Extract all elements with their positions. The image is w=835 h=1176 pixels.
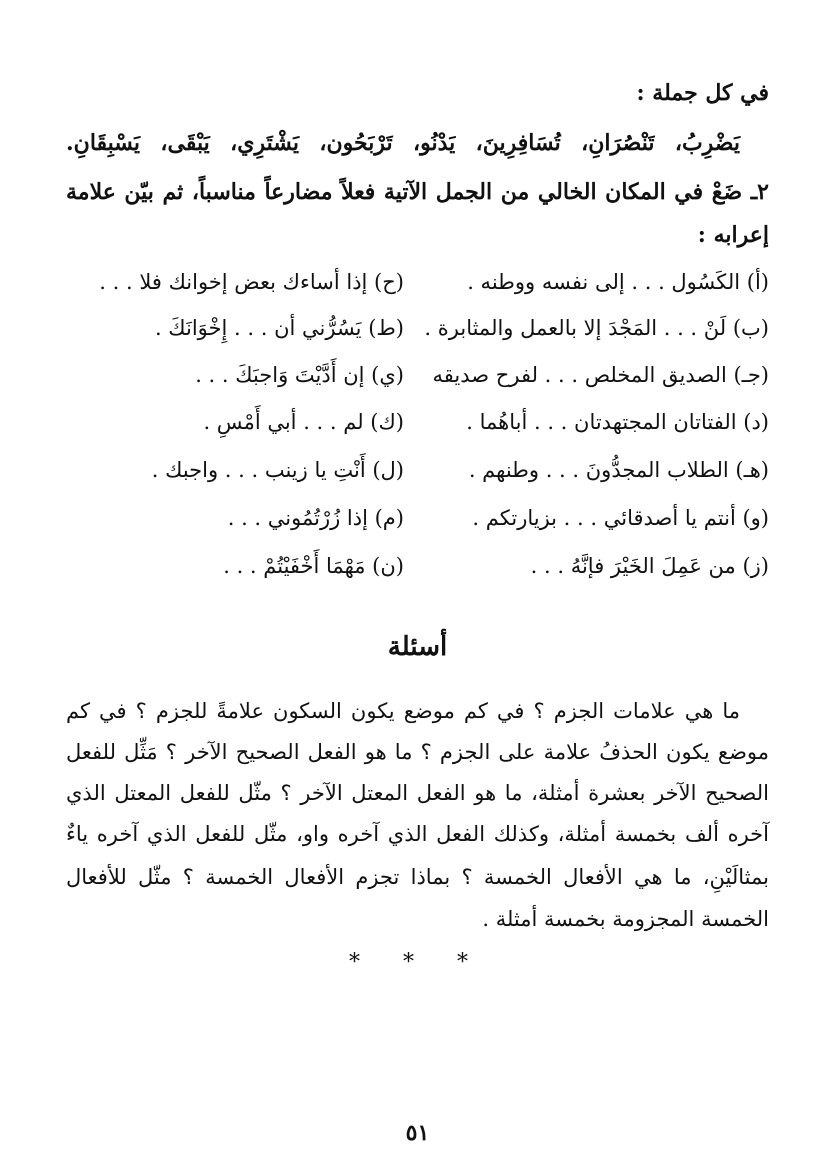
sentence-right: (هـ) الطلاب المجدُّونَ . . . وطنهم . xyxy=(468,458,769,482)
exercise-row xyxy=(66,309,769,347)
section-separator: * * * xyxy=(349,950,486,975)
questions-line: بمثالَيْنِ، ما هي الأفعال الخمسة ؟ بماذا تجزم الأفعال الخمسة ؟ مثّل للأفعال xyxy=(66,865,769,889)
sentence-right: (جـ) الصديق المخلص . . . لفرح صديقه xyxy=(432,363,769,387)
exercise-row xyxy=(66,547,769,585)
questions-line: الخمسة المجزومة بخمسة أمثلة . xyxy=(482,907,769,931)
questions-line: آخره ألف بخمسة أمثلة، وكذلك الفعل الذي آخره واو، مثّل للفعل الذي آخره ياءٌ xyxy=(66,822,769,846)
intro-line: في كل جملة : xyxy=(636,80,769,106)
sentence-left: (ط) يَسُرُّني أن . . . إِخْوَانَكَ . xyxy=(154,316,404,340)
questions-line: ما هي علامات الجزم ؟ في كم موضع يكون السكون علامةً للجزم ؟ في كم xyxy=(66,699,740,723)
sentence-left: (ي) إن أَدَّيْتَ وَاجبَكَ . . . xyxy=(195,363,404,387)
sentence-left: (ل) أَنْتِ يا زينب . . . واجبك . xyxy=(151,458,404,482)
exercise-row xyxy=(66,356,769,394)
sentence-right: (أ) الكَسُول . . . إلى نفسه ووطنه . xyxy=(467,270,769,294)
exercise-row xyxy=(66,403,769,441)
sentence-left: (م) إذا زُرْتُمُوني . . . xyxy=(227,506,404,530)
exercise-row xyxy=(66,451,769,489)
sentence-right: (ز) من عَمِلَ الخَيْرَ فإنَّهُ . . . xyxy=(530,554,769,578)
verbs-line: يَضْرِبُ، تَنْصُرَانِ، تُسَافِرِينَ، يَدْنُو، تَرْبَحُون، يَشْتَرِي، يَبْقَى، يَسْبِقَانِ. xyxy=(66,130,740,156)
exercise-row xyxy=(66,263,769,301)
sentence-left: (ح) إذا أساءك بعض إخوانك فلا . . . xyxy=(99,270,404,294)
questions-heading: أسئلة xyxy=(387,632,448,662)
sentence-right: (ب) لَنْ . . . المَجْدَ إلا بالعمل والمثابرة . xyxy=(424,316,769,340)
exercise-instruction-line-1: ٢ـ ضَعْ في المكان الخالي من الجمل الآتية فعلاً مضارعاً مناسباً، ثم بيّن علامة xyxy=(66,179,769,205)
page-number: ٥١ xyxy=(405,1120,430,1146)
questions-line: موضع يكون الحذفُ علامة على الجزم ؟ ما هو الفعل الصحيح الآخر ؟ مَثِّل للفعل xyxy=(66,740,769,764)
exercise-instruction-line-2: إعرابه : xyxy=(697,222,769,248)
sentence-right: (د) الفتاتان المجتهدتان . . . أباهُما . xyxy=(466,410,769,434)
questions-line: الصحيح الآخر بعشرة أمثلة، ما هو الفعل المعتل الآخر ؟ مثّل للفعل المعتل الذي xyxy=(66,781,769,805)
sentence-right: (و) أنتم يا أصدقائي . . . بزيارتكم . xyxy=(472,506,769,530)
sentence-left: (ك) لم . . . أبي أَمْسِ . xyxy=(203,410,404,434)
exercise-row xyxy=(66,499,769,537)
sentence-left: (ن) مَهْمَا أَخْفَيْتُمْ . . . xyxy=(223,554,404,578)
